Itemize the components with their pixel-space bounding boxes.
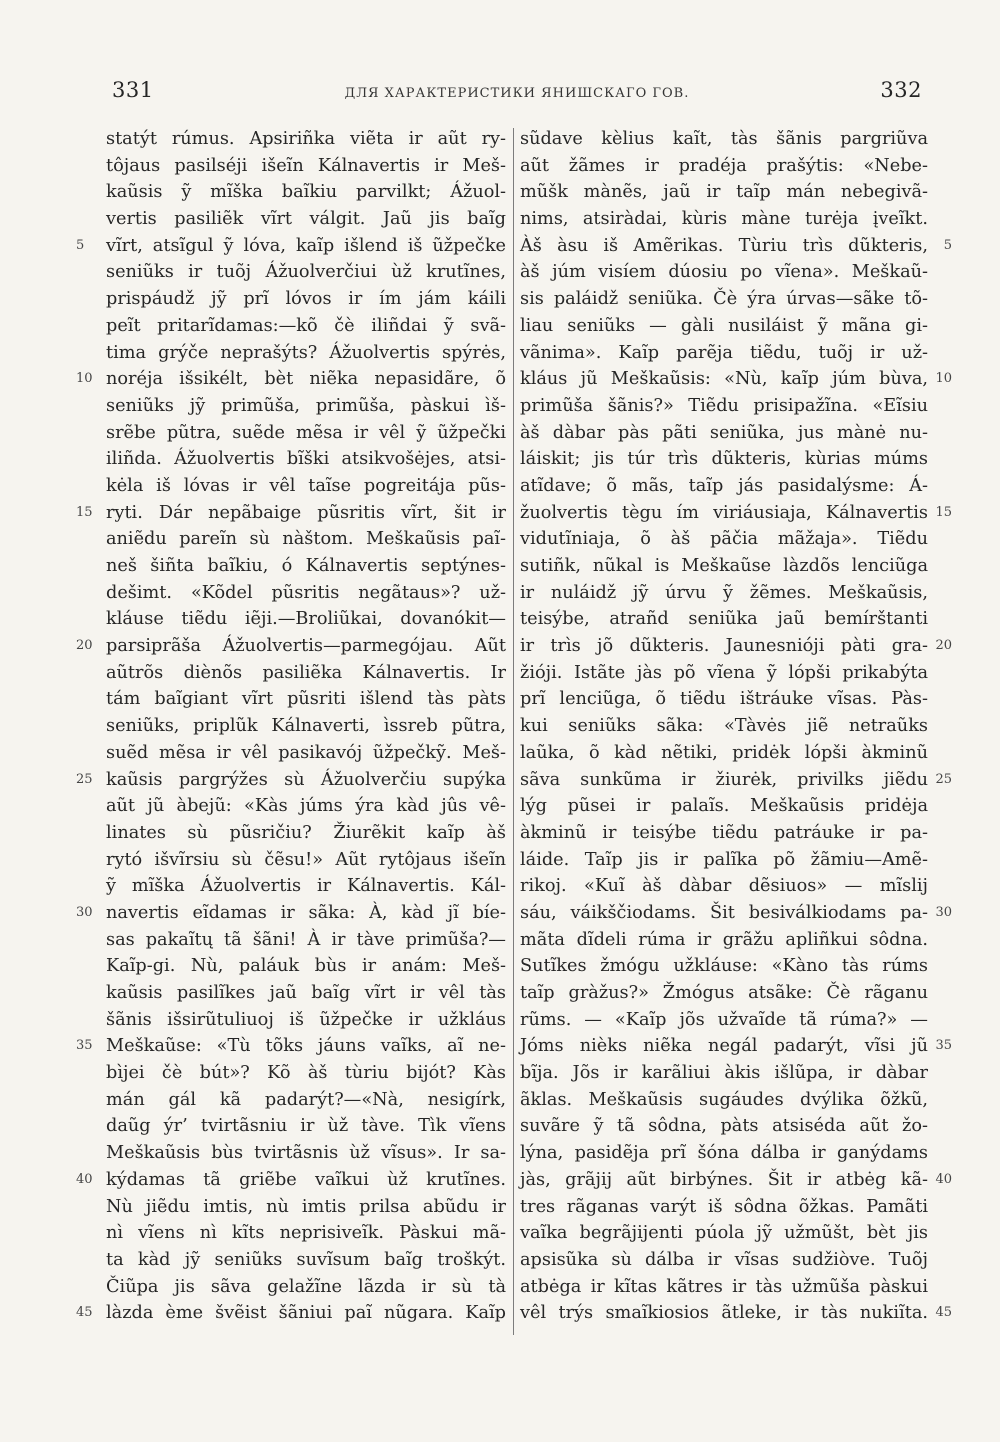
line-text: rikoj. «Kuĩ àš dàbar dẽsiuos» — mĩslij — [520, 876, 928, 897]
line-text: tám baĩgiant vĩrt pũsriti išlend tàs pàts — [106, 689, 506, 710]
line-number: 25 — [76, 771, 93, 787]
line-number: 30 — [935, 904, 952, 920]
text-line — [106, 606, 506, 633]
text-line — [106, 179, 506, 206]
text-line — [106, 980, 506, 1007]
line-number: 45 — [76, 1305, 93, 1321]
text-line — [106, 927, 506, 954]
right-page-number: 332 — [880, 78, 922, 102]
line-text: sas pakaĩtų tã šãni! À ir tàve primũša?— — [106, 929, 506, 950]
text-line — [106, 1247, 506, 1274]
line-text: aniẽdu pareĩn sù nàštom. Meškaũsis paĩ- — [106, 529, 506, 550]
text-line — [520, 1033, 952, 1060]
text-line — [106, 553, 506, 580]
text-line — [520, 660, 928, 687]
text-line — [520, 420, 928, 447]
line-number: 10 — [76, 371, 93, 387]
text-line — [520, 1300, 952, 1327]
text-line — [106, 847, 506, 874]
line-number: 30 — [76, 904, 93, 920]
line-text: sáu, váikščiodams. Šit besiválkiodams pa- — [520, 902, 928, 923]
line-text: žuolvertis tègu ím viriáusiaja, Kálnavertis — [520, 502, 928, 523]
left-page-number: 331 — [112, 78, 154, 102]
text-line — [520, 633, 952, 660]
text-line — [520, 179, 928, 206]
line-number: 10 — [935, 371, 952, 387]
text-line — [106, 126, 506, 153]
text-line — [520, 953, 928, 980]
text-line — [520, 1060, 928, 1087]
line-text: kaũsis ỹ mĩška baĩkiu parvilkt; Ážuol- — [106, 182, 506, 203]
line-number: 35 — [76, 1038, 93, 1054]
text-line — [106, 1194, 506, 1221]
line-text: kláus jũ Meškaũsis: «Nù, kaĩp júm bùva, — [520, 369, 928, 390]
text-line — [520, 286, 928, 313]
text-line — [106, 740, 506, 767]
line-text: kėla iš lóvas ir vêl taĩse pogreitája pũs- — [106, 475, 506, 496]
line-text: parsiprãša Ážuolvertis—parmegójau. Aũt — [106, 636, 506, 657]
text-line — [520, 393, 928, 420]
text-line — [106, 526, 506, 553]
line-text: Čiũpa jis sãva gelažĩne lãzda ir sù tà — [106, 1276, 506, 1297]
text-line — [76, 767, 506, 794]
line-text: àkminũ ir teisýbe tiẽdu patráuke ir pa- — [520, 822, 928, 843]
text-line — [106, 1087, 506, 1114]
line-text: šãnis išsirũtuliuoj iš ũžpečke ir užkláus — [106, 1009, 506, 1030]
line-text: àš júm visíem dúosiu po vĩena». Meškaũ- — [520, 262, 928, 283]
line-text: rũms. — «Kaĩp jõs užvaĩde tã rúma?» — — [520, 1009, 928, 1030]
text-line — [106, 313, 506, 340]
text-line — [520, 1247, 928, 1274]
text-line — [106, 1007, 506, 1034]
text-line — [76, 1167, 506, 1194]
text-line — [76, 233, 506, 260]
text-line — [520, 500, 952, 527]
text-line — [520, 126, 928, 153]
line-text: Jóms nièks niẽka negál padarýt, vĩsi jũ — [520, 1036, 928, 1057]
text-line — [520, 1087, 928, 1114]
line-text: sũdave kèlius kaĩt, tàs šãnis pargriũva — [520, 129, 928, 149]
line-text: atbėga ir kĩtas kãtres ir tàs užmũša pàskui — [520, 1276, 928, 1297]
line-text: kaũsis pargrýžes sù Ážuolverčiu supýka — [106, 769, 506, 790]
text-line — [520, 580, 928, 607]
text-line — [520, 446, 928, 473]
line-text: ir trìs jõ dũkteris. Jaunesnióji pàti gra- — [520, 636, 928, 657]
text-line — [520, 1274, 928, 1301]
line-text: žióji. Istãte jàs põ vĩena ỹ lópši prikabýta — [520, 662, 928, 683]
line-number: 15 — [76, 504, 93, 520]
line-text: jàs, grãjij aũt birbýnes. Šit ir atbėg kã- — [520, 1169, 928, 1190]
text-line — [106, 660, 506, 687]
line-text: dešimt. «Kõdel pũsritis negãtaus»? už- — [106, 582, 506, 603]
line-text: nì vĩens nì kĩts neprisiveĩk. Pàskui mã- — [106, 1223, 506, 1244]
text-line — [76, 1300, 506, 1327]
line-text: mũšk mànẽs, jaũ ir taĩp mán nebegivã- — [520, 182, 928, 203]
text-line — [106, 420, 506, 447]
text-line — [106, 1274, 506, 1301]
line-number: 20 — [935, 638, 952, 654]
line-text: atĩdave; õ mãs, taĩp jás pasidalýsme: Á- — [520, 475, 928, 496]
line-text: bìjei čè bút»? Kõ àš tùriu bijót? Kàs — [106, 1063, 506, 1084]
line-text: làzda ème švẽist šãniui paĩ nũgara. Kaĩp — [106, 1303, 506, 1324]
text-line — [520, 1194, 928, 1221]
line-text: bĩja. Jõs ir karãliui àkis išlũpa, ir dàbar — [520, 1063, 928, 1084]
line-text: ỹ mĩška Ážuolvertis ir Kálnavertis. Kál- — [106, 876, 506, 897]
line-number: 25 — [935, 771, 952, 787]
line-text: seniũks jỹ primũša, primũša, pàskui ìš- — [106, 395, 506, 416]
text-line — [520, 340, 928, 367]
line-text: liau seniũks — gàli nusiláist ỹ mãna gi- — [520, 315, 928, 336]
text-line — [76, 1033, 506, 1060]
text-line — [520, 206, 928, 233]
line-text: vaĩka begrãjijenti púola jỹ užmũšt, bèt jis — [520, 1223, 928, 1244]
text-line — [106, 473, 506, 500]
line-text: sis paláidž seniũka. Čè ýra úrvas—sãke tõ- — [520, 289, 928, 310]
line-text: àš dàbar pàs pãti seniũka, jus mànė nu- — [520, 422, 928, 443]
text-line — [520, 553, 928, 580]
line-text: Meškaũsis bùs tvirtãsnis ùž vĩsus». Ir sa- — [106, 1143, 506, 1164]
line-text: teisýbe, atrañd seniũka jaũ bemírštanti — [520, 609, 928, 630]
line-text: srẽbe pũtra, suẽde mẽsa ir vêl ỹ ũžpečki — [106, 422, 506, 443]
line-number: 15 — [935, 504, 952, 520]
text-line — [106, 820, 506, 847]
line-text: vidutĩniaja, õ àš pãčia mãžaja». Tiẽdu — [520, 529, 928, 550]
line-text: navertis eĩdamas ir sãka: À, kàd jĩ bíe- — [106, 902, 506, 923]
text-line — [106, 393, 506, 420]
line-text: Nù jiẽdu imtis, nù imtis prilsa abũdu ir — [106, 1196, 506, 1217]
line-text: aũt žãmes ir pradéja prašýtis: «Nebe- — [520, 155, 928, 176]
text-line — [76, 633, 506, 660]
line-text: vertis pasiliẽk vĩrt válgit. Jaũ jis baĩg — [106, 209, 506, 230]
running-title: ДЛЯ ХАРАКТЕРИСТИКИ ЯНИШСКАГО ГОВ. — [344, 86, 690, 101]
line-text: tres rãganas varýt iš sôdna õžkas. Pamãti — [520, 1196, 928, 1217]
line-text: Kaĩp-gi. Nù, paláuk bùs ir anám: Meš- — [106, 956, 506, 977]
line-text: aũt jũ àbejũ: «Kàs júms ýra kàd jûs vê- — [106, 796, 506, 817]
line-number: 40 — [76, 1171, 93, 1187]
line-text: mãta dĩdeli rúma ir grãžu apliñkui sôdna. — [520, 929, 928, 950]
text-line — [520, 1113, 928, 1140]
line-text: prĩ lenciũga, õ tiẽdu ištráuke vĩsas. Pàs- — [520, 689, 928, 710]
line-text: Sutĩkes žmógu užkláuse: «Kàno tàs rúms — [520, 956, 928, 977]
text-line — [106, 1140, 506, 1167]
line-text: lýna, pasidẽja prĩ šóna dálba ir ganýdams — [520, 1143, 928, 1164]
text-line — [106, 153, 506, 180]
text-line — [520, 1140, 928, 1167]
line-text: kaũsis pasilĩkes jaũ baĩg vĩrt ir vêl tàs — [106, 983, 506, 1003]
line-text: kui seniũks sãka: «Tàvės jiẽ netraũks — [520, 716, 928, 737]
line-text: suẽd mẽsa ir vêl pasikavój ũžpečkỹ. Meš- — [106, 742, 506, 763]
text-line — [520, 1167, 952, 1194]
text-line — [520, 1007, 928, 1034]
line-text: suvãre ỹ tã sôdna, pàts atsiséda aũt žo- — [520, 1116, 928, 1137]
text-line — [76, 500, 506, 527]
text-line — [76, 366, 506, 393]
line-text: sãva sunkũma ir žiurėk, privilks jiẽdu — [520, 769, 928, 790]
text-line — [520, 873, 928, 900]
line-text: ir nuláidž jỹ úrvu ỹ žẽmes. Meškaũsis, — [520, 582, 928, 603]
page-header — [112, 78, 922, 108]
line-text: Àš àsu iš Amẽrikas. Tùriu trìs dũkteris, — [520, 235, 928, 256]
text-line — [106, 1220, 506, 1247]
line-number: 40 — [935, 1171, 952, 1187]
text-line — [106, 1060, 506, 1087]
text-line — [520, 927, 928, 954]
line-text: laũka, õ kàd nẽtiki, pridėk lópši àkminũ — [520, 742, 928, 763]
line-text: taĩp gràžus?» Žmógus atsãke: Čè rãganu — [520, 983, 928, 1003]
line-number: 5 — [943, 237, 952, 253]
text-line — [106, 259, 506, 286]
line-text: linates sù pũsričiu? Žiurẽkit kaĩp àš — [106, 822, 506, 843]
line-text: daũg ýr’ tvirtãsniu ir ùž tàve. Tìk vĩens — [106, 1116, 506, 1137]
line-number: 5 — [76, 237, 85, 253]
line-number: 35 — [935, 1038, 952, 1054]
text-line — [520, 900, 952, 927]
line-text: apsisũka sù dálba ir vĩsas sudžiòve. Tuõj — [520, 1249, 928, 1270]
text-line — [76, 900, 506, 927]
text-line — [520, 767, 952, 794]
line-number: 20 — [76, 638, 93, 654]
line-text: seniũks ir tuõj Ážuolverčiui ùž krutĩnes, — [106, 262, 506, 283]
text-line — [106, 340, 506, 367]
text-line — [520, 820, 928, 847]
line-number: 45 — [935, 1305, 952, 1321]
text-line — [106, 580, 506, 607]
text-line — [520, 259, 928, 286]
text-line — [520, 1220, 928, 1247]
line-text: láide. Taĩp jis ir palĩka põ žãmiu—Amẽ- — [520, 849, 928, 870]
line-text: neš šiñta baĩkiu, ó Kálnavertis septýnes- — [106, 556, 506, 576]
text-line — [106, 286, 506, 313]
text-line — [106, 793, 506, 820]
text-line — [520, 793, 928, 820]
line-text: vĩrt, atsĩgul ỹ lóva, kaĩp išlend iš ũžpečke — [106, 235, 506, 256]
text-line — [106, 1113, 506, 1140]
text-line — [520, 313, 928, 340]
line-text: lýg pũsei ir palaĩs. Meškaũsis pridėja — [520, 796, 928, 817]
line-text: mán gál kã padarýt?—«Nà, nesigírk, — [106, 1089, 506, 1110]
text-line — [520, 366, 952, 393]
text-line — [520, 606, 928, 633]
text-line — [520, 526, 928, 553]
text-line — [106, 206, 506, 233]
line-text: tima grýče neprašýts? Ážuolvertis spýrės, — [106, 342, 506, 363]
line-text: statýt rúmus. Apsiriñka viẽta ir aũt ry- — [106, 129, 506, 149]
line-text: prispáudž jỹ prĩ lóvos ir ím jám káili — [106, 289, 506, 310]
line-text: noréja išsikélt, bèt niẽka nepasidãre, õ — [106, 369, 506, 390]
line-text: primũša šãnis?» Tiẽdu prisipažĩna. «Eĩsiu — [520, 395, 928, 416]
text-line — [106, 713, 506, 740]
line-text: kýdamas tã griẽbe vaĩkui ùž krutĩnes. — [106, 1169, 506, 1190]
line-text: vêl trýs smaĩkiosios ãtleke, ir tàs nukiĩta. — [520, 1303, 928, 1324]
line-text: sutiñk, nũkal is Meškaũse làzdõs lenciũga — [520, 556, 928, 576]
line-text: ãklas. Meškaũsis sugáudes dvýlika õžkũ, — [520, 1089, 928, 1110]
line-text: ta kàd jỹ seniũks suvĩsum baĩg troškýt. — [106, 1249, 506, 1270]
right-text-column — [520, 126, 952, 1336]
text-line — [520, 740, 928, 767]
text-line — [520, 473, 928, 500]
text-line — [106, 873, 506, 900]
line-text: ryti. Dár nepãbaige pũsritis vĩrt, šit ir — [106, 502, 506, 523]
column-divider — [513, 128, 514, 1335]
text-line — [106, 686, 506, 713]
line-text: kláuse tiẽdu iẽji.—Broliũkai, dovanókit— — [106, 609, 506, 630]
line-text: aũtrõs diènõs pasiliẽka Kálnavertis. Ir — [106, 662, 506, 683]
text-line — [520, 153, 928, 180]
line-text: nims, atsiràdai, kùris màne turėja įveĩkt. — [520, 209, 928, 230]
line-text: seniũks, priplũk Kálnaverti, ìssreb pũtra, — [106, 716, 506, 737]
text-line — [520, 686, 928, 713]
text-line — [520, 847, 928, 874]
text-line — [106, 953, 506, 980]
text-line — [106, 446, 506, 473]
line-text: láiskit; jis túr trìs dũkteris, kùrias múms — [520, 449, 928, 470]
line-text: Meškaũse: «Tù tõks jáuns vaĩks, aĩ ne- — [106, 1036, 506, 1057]
text-line — [520, 713, 928, 740]
text-line — [520, 233, 952, 260]
line-text: iliñda. Ážuolvertis bĩški atsikvošėjes, atsi- — [106, 449, 506, 470]
line-text: peĩt pritarĩdamas:—kõ čè iliñdai ỹ svã- — [106, 315, 506, 336]
line-text: tôjaus pasilséji išeĩn Kálnavertis ir Meš- — [106, 155, 506, 176]
line-text: rytó išvĩrsiu sù čẽsu!» Aũt rytôjaus išeĩn — [106, 849, 506, 870]
line-text: vãnima». Kaĩp parẽja tiẽdu, tuõj ir už- — [520, 342, 928, 363]
text-line — [520, 980, 928, 1007]
left-text-column — [76, 126, 506, 1336]
